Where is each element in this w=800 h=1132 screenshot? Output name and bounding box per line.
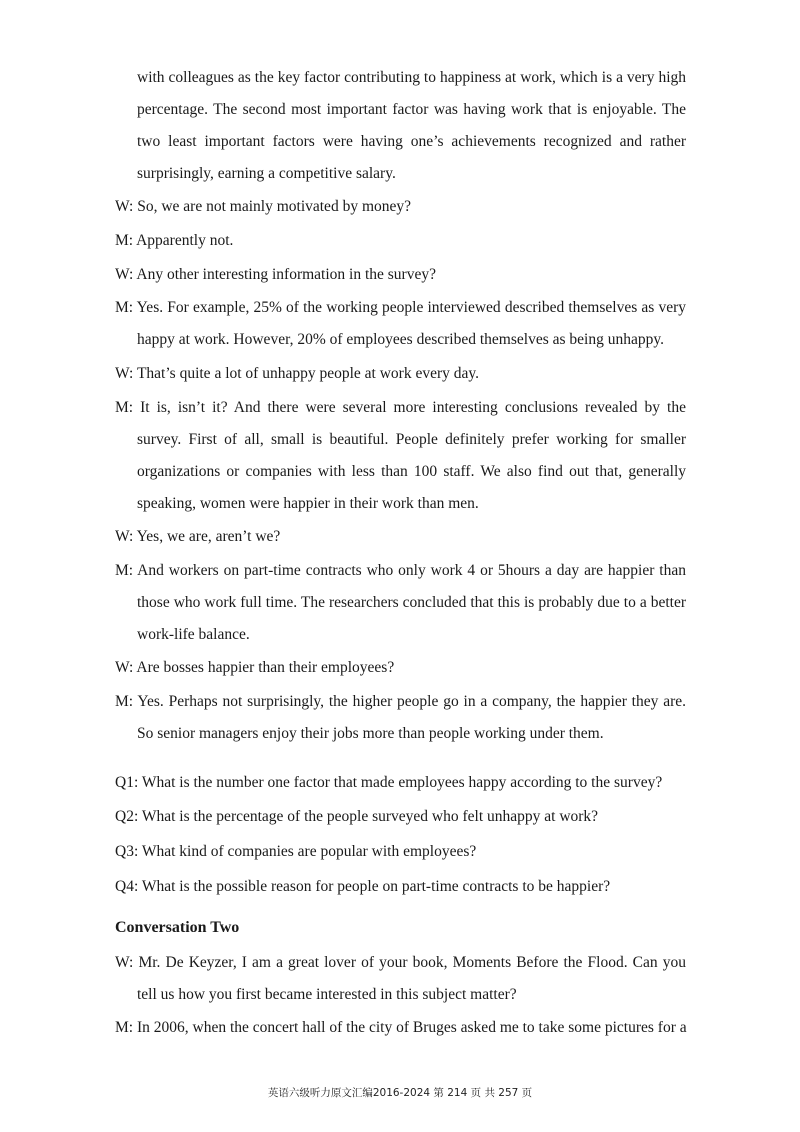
- dialogue-continuation: So senior managers enjoy their jobs more than people working under them.: [137, 725, 604, 742]
- page-footer: 英语六级听力原文汇编2016-2024 第 214 页 共 257 页: [267, 1087, 533, 1099]
- question-item: Q2: What is the percentage of the people surveyed who felt unhappy at work?: [115, 808, 599, 825]
- dialogue-turn: M: Yes. Perhaps not surprisingly, the higher people go in a company, the happier they are.: [115, 693, 686, 710]
- dialogue-turn: W: Are bosses happier than their employees?: [115, 659, 395, 676]
- dialogue-turn: W: That’s quite a lot of unhappy people at work every day.: [115, 365, 480, 382]
- dialogue-continuation: happy at work. However, 20% of employees described themselves as being unhappy.: [137, 331, 664, 348]
- question-item: Q3: What kind of companies are popular with employees?: [115, 843, 477, 860]
- intro-line: percentage. The second most important factor was having work that is enjoyable. The: [137, 101, 686, 118]
- dialogue-continuation: work-life balance.: [137, 626, 250, 643]
- dialogue-continuation: survey. First of all, small is beautiful. People definitely prefer working for smaller: [137, 431, 686, 448]
- question-item: Q1: What is the number one factor that made employees happy according to the survey?: [115, 774, 663, 791]
- intro-line: with colleagues as the key factor contributing to happiness at work, which is a very high: [137, 69, 686, 86]
- dialogue-turn: M: Yes. For example, 25% of the working people interviewed described themselves as very: [115, 299, 686, 316]
- dialogue-continuation: tell us how you first became interested in this subject matter?: [137, 986, 517, 1003]
- intro-line: two least important factors were having one’s achievements recognized and rather: [137, 133, 686, 150]
- dialogue-turn: M: And workers on part-time contracts who only work 4 or 5hours a day are happier than: [115, 562, 686, 579]
- dialogue-continuation: those who work full time. The researchers concluded that this is probably due to a better: [137, 594, 686, 611]
- section-heading: Conversation Two: [115, 919, 240, 936]
- dialogue-turn: W: Any other interesting information in the survey?: [115, 266, 436, 283]
- dialogue-continuation: organizations or companies with less than 100 staff. We also find out that, generally: [137, 463, 686, 480]
- question-item: Q4: What is the possible reason for people on part-time contracts to be happier?: [115, 878, 611, 895]
- dialogue-turn: W: Mr. De Keyzer, I am a great lover of your book, Moments Before the Flood. Can you: [115, 954, 686, 971]
- dialogue-turn: M: It is, isn’t it? And there were several more interesting conclusions revealed by the: [115, 399, 686, 416]
- dialogue-turn: M: In 2006, when the concert hall of the city of Bruges asked me to take some pictures for a: [115, 1019, 687, 1036]
- dialogue-turn: M: Apparently not.: [115, 232, 234, 249]
- dialogue-turn: W: Yes, we are, aren’t we?: [115, 528, 281, 545]
- dialogue-continuation: speaking, women were happier in their work than men.: [137, 495, 479, 512]
- dialogue-turn: W: So, we are not mainly motivated by money?: [115, 198, 412, 215]
- intro-line: surprisingly, earning a competitive salary.: [137, 165, 396, 182]
